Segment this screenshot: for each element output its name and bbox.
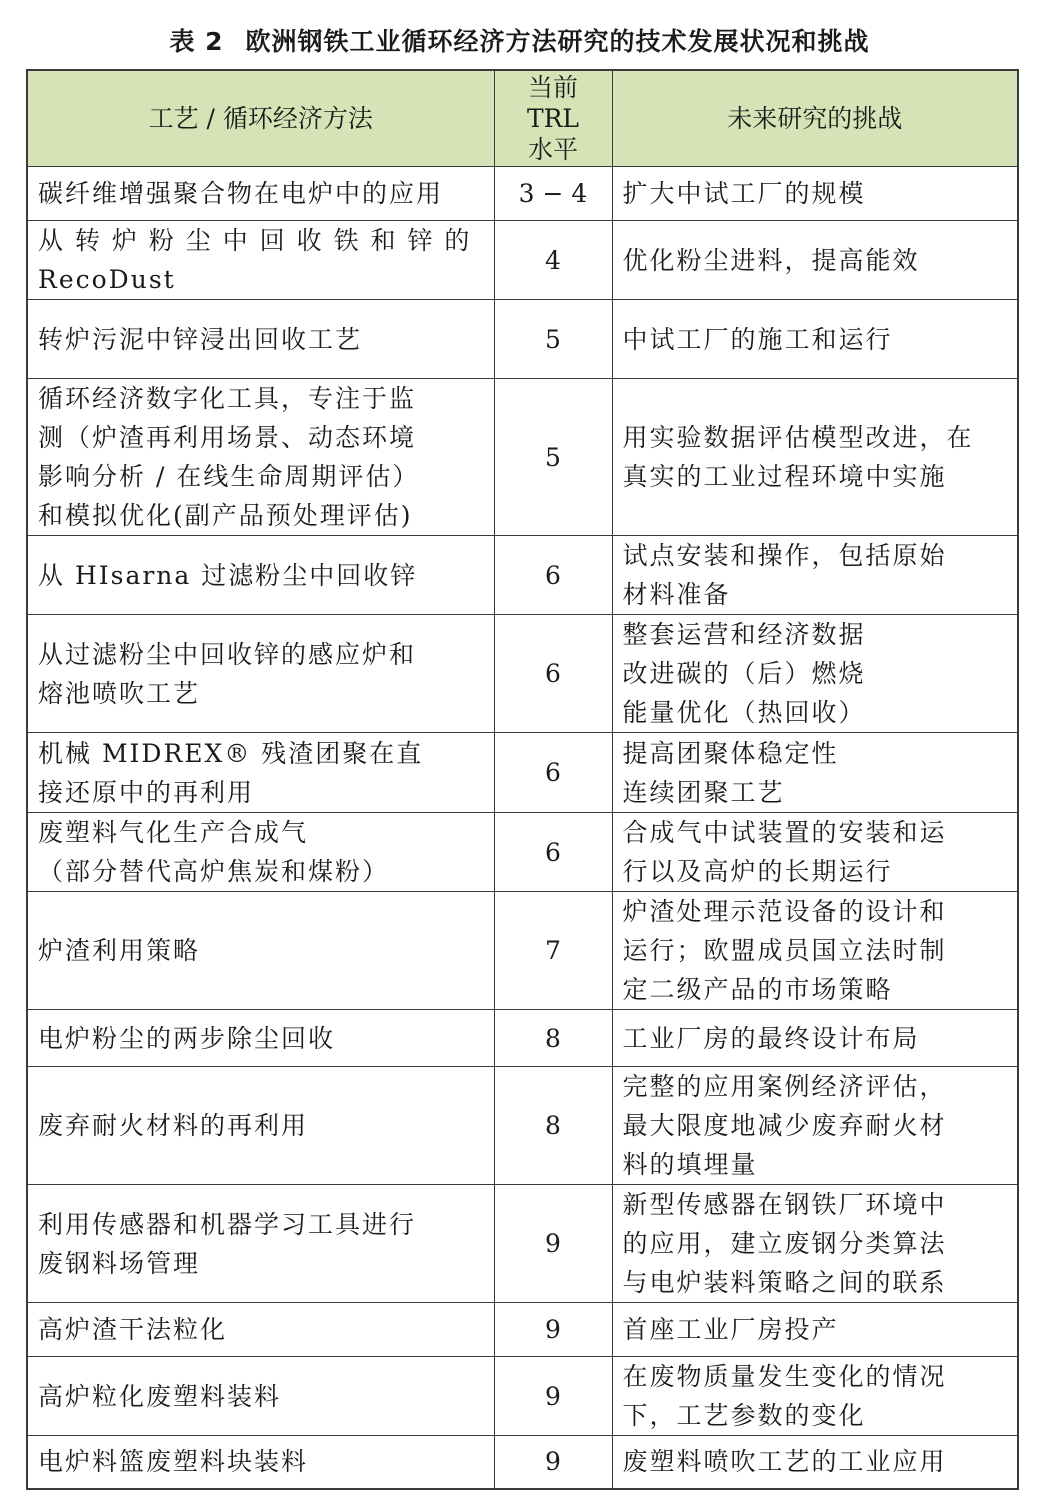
process-line: 炉渣利用策略 bbox=[38, 936, 201, 965]
header-process: 工艺 / 循环经济方法 bbox=[27, 70, 494, 167]
challenge-line: 运行；欧盟成员国立法时制 bbox=[622, 936, 947, 965]
cell-trl: 7 bbox=[494, 892, 612, 1010]
challenge-line: 中试工厂的施工和运行 bbox=[622, 324, 893, 354]
process-line: 电炉料篮废塑料块装料 bbox=[38, 1447, 309, 1477]
process-line: 高炉渣干法粒化 bbox=[38, 1315, 228, 1344]
table-body bbox=[27, 167, 1018, 1489]
challenge-line: 扩大中试工厂的规模 bbox=[622, 179, 866, 208]
table-number: 表 2 bbox=[169, 27, 224, 56]
challenge-line: 的应用，建立废钢分类算法 bbox=[622, 1229, 947, 1258]
process-line: 转炉污泥中锌浸出回收工艺 bbox=[38, 324, 363, 354]
challenge-line: 用实验数据评估模型改进，在 bbox=[622, 423, 974, 452]
process-line: 熔池喷吹工艺 bbox=[38, 678, 201, 708]
challenge-line: 废塑料喷吹工艺的工业应用 bbox=[622, 1447, 947, 1477]
process-line: 循环经济数字化工具，专注于监 bbox=[38, 384, 417, 413]
cell-challenge bbox=[612, 1185, 1018, 1303]
challenge-line: 合成气中试装置的安装和运 bbox=[622, 818, 947, 847]
cell-process bbox=[27, 1010, 494, 1067]
challenge-line: 新型传感器在钢铁厂环境中 bbox=[622, 1190, 947, 1219]
cell-trl: 4 bbox=[494, 221, 612, 300]
challenge-line: 工业厂房的最终设计布局 bbox=[622, 1023, 920, 1053]
cell-challenge bbox=[612, 733, 1018, 813]
table-row bbox=[27, 733, 1018, 813]
cell-process bbox=[27, 167, 494, 221]
cell-challenge bbox=[612, 813, 1018, 892]
table-title: 欧洲钢铁工业循环经济方法研究的技术发展状况和挑战 bbox=[245, 27, 870, 56]
challenge-line: 连续团聚工艺 bbox=[622, 777, 785, 807]
table-row bbox=[27, 221, 1018, 300]
challenge-line: 料的填埋量 bbox=[622, 1150, 758, 1179]
process-line: 从过滤粉尘中回收锌的感应炉和 bbox=[38, 639, 417, 669]
process-line: RecoDust bbox=[38, 265, 176, 294]
challenge-line: 完整的应用案例经济评估， bbox=[622, 1072, 947, 1101]
table-row bbox=[27, 1303, 1018, 1357]
cell-process bbox=[27, 300, 494, 379]
challenge-line: 优化粉尘进料，提高能效 bbox=[622, 245, 920, 275]
challenge-line: 与电炉装料策略之间的联系 bbox=[622, 1268, 947, 1297]
table-row bbox=[27, 1067, 1018, 1185]
cell-trl: 8 bbox=[494, 1067, 612, 1185]
cell-process bbox=[27, 615, 494, 733]
cell-process bbox=[27, 1303, 494, 1357]
cell-challenge bbox=[612, 1303, 1018, 1357]
challenge-line: 下，工艺参数的变化 bbox=[622, 1401, 866, 1430]
header-trl bbox=[494, 70, 612, 167]
header-trl-line: 水平 bbox=[527, 135, 578, 164]
table-row bbox=[27, 379, 1018, 536]
challenge-line: 行以及高炉的长期运行 bbox=[622, 857, 893, 886]
table-row bbox=[27, 167, 1018, 221]
table-caption bbox=[0, 22, 1039, 58]
process-line: 废钢料场管理 bbox=[38, 1248, 201, 1278]
cell-challenge bbox=[612, 1010, 1018, 1067]
process-line: （部分替代高炉焦炭和煤粉） bbox=[38, 857, 390, 886]
cell-trl: 6 bbox=[494, 615, 612, 733]
challenge-line: 试点安装和操作，包括原始 bbox=[622, 541, 947, 570]
process-line: 电炉粉尘的两步除尘回收 bbox=[38, 1023, 336, 1053]
cell-process bbox=[27, 1185, 494, 1303]
cell-trl: 6 bbox=[494, 813, 612, 892]
process-line: 测（炉渣再利用场景、动态环境 bbox=[38, 423, 417, 452]
header-trl-line: 当前 bbox=[527, 73, 578, 102]
challenge-line: 炉渣处理示范设备的设计和 bbox=[622, 897, 947, 926]
process-line: 废弃耐火材料的再利用 bbox=[38, 1111, 309, 1140]
process-line: 从 HIsarna 过滤粉尘中回收锌 bbox=[38, 560, 418, 590]
challenge-line: 整套运营和经济数据 bbox=[622, 620, 866, 649]
process-line: 碳纤维增强聚合物在电炉中的应用 bbox=[38, 179, 444, 208]
cell-process bbox=[27, 1067, 494, 1185]
cell-process bbox=[27, 733, 494, 813]
table-row bbox=[27, 1185, 1018, 1303]
process-line: 影响分析 / 在线生命周期评估） bbox=[38, 462, 420, 491]
cell-trl: 6 bbox=[494, 733, 612, 813]
process-line: 高炉粒化废塑料装料 bbox=[38, 1381, 282, 1411]
challenge-line: 材料准备 bbox=[622, 580, 731, 609]
challenge-line: 改进碳的（后）燃烧 bbox=[622, 659, 866, 688]
challenge-line: 能量优化（热回收） bbox=[622, 698, 866, 727]
cell-process bbox=[27, 813, 494, 892]
header-trl-line: TRL bbox=[526, 104, 580, 133]
process-line: 和模拟优化(副产品预处理评估) bbox=[38, 501, 413, 530]
cell-trl: 9 bbox=[494, 1357, 612, 1436]
table-row bbox=[27, 813, 1018, 892]
challenge-line: 在废物质量发生变化的情况 bbox=[622, 1362, 947, 1391]
table-row bbox=[27, 1010, 1018, 1067]
header-row bbox=[27, 70, 1018, 167]
cell-trl: 9 bbox=[494, 1185, 612, 1303]
cell-process bbox=[27, 1357, 494, 1436]
process-line: 机械 MIDREX® 残渣团聚在直 bbox=[38, 738, 424, 768]
cell-trl: 8 bbox=[494, 1010, 612, 1067]
cell-trl: 5 bbox=[494, 300, 612, 379]
cell-process bbox=[27, 221, 494, 300]
header-challenge: 未来研究的挑战 bbox=[612, 70, 1018, 167]
challenge-line: 最大限度地减少废弃耐火材 bbox=[622, 1111, 947, 1140]
cell-challenge bbox=[612, 892, 1018, 1010]
cell-trl: 3 − 4 bbox=[494, 167, 612, 221]
table-row bbox=[27, 892, 1018, 1010]
process-line: 利用传感器和机器学习工具进行 bbox=[38, 1209, 417, 1239]
process-line: 废塑料气化生产合成气 bbox=[38, 818, 309, 847]
cell-challenge bbox=[612, 300, 1018, 379]
table-row bbox=[27, 300, 1018, 379]
cell-process bbox=[27, 1436, 494, 1489]
cell-process bbox=[27, 536, 494, 615]
cell-challenge bbox=[612, 167, 1018, 221]
cell-trl: 9 bbox=[494, 1436, 612, 1489]
table-row bbox=[27, 1436, 1018, 1489]
cell-trl: 9 bbox=[494, 1303, 612, 1357]
challenge-line: 提高团聚体稳定性 bbox=[622, 738, 839, 768]
cell-challenge bbox=[612, 615, 1018, 733]
table-row bbox=[27, 615, 1018, 733]
cell-process bbox=[27, 379, 494, 536]
cell-challenge bbox=[612, 1436, 1018, 1489]
cell-challenge bbox=[612, 379, 1018, 536]
cell-challenge bbox=[612, 1357, 1018, 1436]
challenge-line: 真实的工业过程环境中实施 bbox=[622, 462, 947, 491]
challenge-line: 首座工业厂房投产 bbox=[622, 1315, 839, 1344]
data-table bbox=[26, 69, 1019, 1490]
table-row bbox=[27, 1357, 1018, 1436]
table-row bbox=[27, 536, 1018, 615]
cell-challenge bbox=[612, 221, 1018, 300]
cell-process bbox=[27, 892, 494, 1010]
challenge-line: 定二级产品的市场策略 bbox=[622, 975, 893, 1004]
cell-challenge bbox=[612, 536, 1018, 615]
process-line: 从 转 炉 粉 尘 中 回 收 铁 和 锌 的 bbox=[38, 226, 472, 255]
process-line: 接还原中的再利用 bbox=[38, 777, 255, 807]
cell-trl: 6 bbox=[494, 536, 612, 615]
cell-trl: 5 bbox=[494, 379, 612, 536]
cell-challenge bbox=[612, 1067, 1018, 1185]
